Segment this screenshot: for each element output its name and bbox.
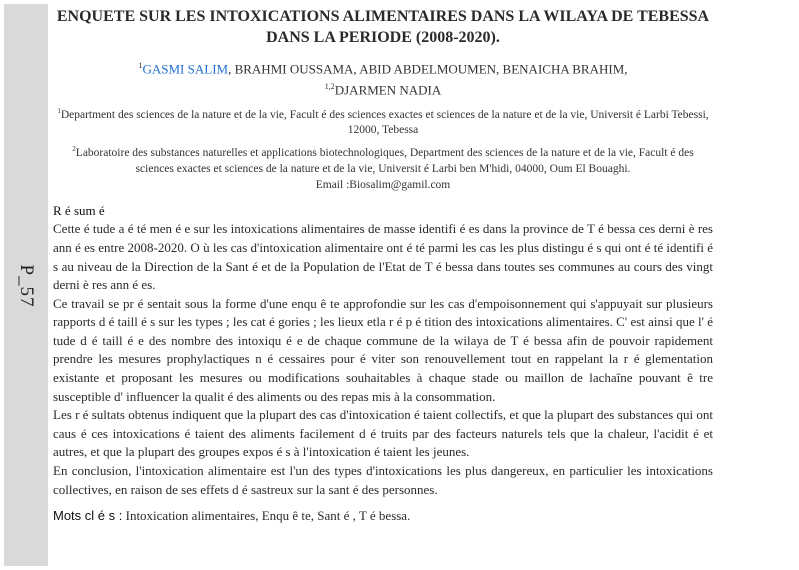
keywords bbox=[53, 508, 713, 524]
affiliation-2-sup: 2 bbox=[72, 145, 76, 154]
affiliation-1 bbox=[53, 103, 713, 139]
affiliation-1-sup: 1 bbox=[57, 106, 61, 115]
abstract-paragraph-3: Les r é sultats obtenus indiquent que la plupart des cas d'intoxication é taient collectifs, et que la plupart des substances qui ont caus é ces intoxications é taient des aliments facilement d é truits par des facteurs naturels tels que la chaleur, l'acidit é et autres, et que la plupart des groupes expos é s à l'intoxication é taient les jeunes. bbox=[53, 407, 713, 460]
author-list bbox=[53, 57, 713, 100]
author-affil-sup: 1 bbox=[138, 61, 143, 70]
paper-title: ENQUETE SUR LES INTOXICATIONS ALIMENTAIRES DANS LA WILAYA DE TEBESSA DANS LA PERIODE (2008-2020). bbox=[56, 8, 710, 46]
affiliation-1-text: Department des sciences de la nature et de la vie, Facult é des sciences exactes et sciences de la nature et de la vie, Universit é Larbi Tebessi, 12000, Tebessa bbox=[60, 108, 709, 137]
contact-email: Email :Biosalim@gamil.com bbox=[315, 179, 451, 192]
author-line-1: , BRAHMI OUSSAMA, ABID ABDELMOUMEN, BENAICHA BRAHIM, bbox=[228, 61, 628, 77]
lead-author[interactable]: GASMI SALIM bbox=[142, 61, 229, 77]
page-label: P_57 bbox=[16, 264, 37, 308]
abstract-paragraph-4: En conclusion, l'intoxication alimentaire est l'un des types d'intoxications les plus dangereux, en particulier les intoxications collectives, en raison de ses effets d é sastreux sur la sant é des personnes. bbox=[53, 463, 713, 497]
abstract-heading: R é sum é bbox=[53, 203, 105, 219]
author-affil-sup-2: 1,2 bbox=[324, 82, 335, 92]
abstract-paragraph-2: Ce travail se pr é sentait sous la forme d'une enqu ê te approfondie sur les cas d'empoisonnement qui s'appuyait sur plusieurs rapports d é taill é s sur les types ; les cat é gories ; les lieux etla r é p é tition des intoxications alimentaires. C' est ainsi que l' é tude d é taill é e des nombre des intoxiqu é e de chaque commune de la wilaya de T é bessa afin de pouvoir rapidement prendre les mesures prophylactiques n é cessaires pour é viter son renouvellement tout en rappelant la r é glementation existante et proposant les mesures ou modifications souhaitables à chaque stade ou maillon de lachaîne pouvant ê tre susceptible d' influencer la qualit é des aliments ou des repas mis à la consommation. bbox=[53, 295, 713, 404]
abstract-paragraph-1: Cette é tude a é té men é e sur les intoxications alimentaires de masse identifi é es dans la province de T é bessa ces derni è res ann é es entre 2008-2020. O ù les cas d'intoxication alimentaire ont é té parmi les cas les plus distingu é s qui ont é té identifi é s au niveau de la Direction de la Sant é et de la Population de l'Etat de T é bessa dans toutes ses communes au cours des vingt derni è res ann é es. bbox=[53, 221, 713, 293]
author-line-2: DJARMEN NADIA bbox=[334, 82, 442, 98]
affiliation-2-text: Laboratoire des substances naturelles et applications biotechnologiques, Department des sciences de la nature et de la vie, Facult é des sciences exactes et sciences de la nature et de la vie, Universit é Larbi ben M'hidi, 04000, Oum El Bouaghi. bbox=[75, 147, 694, 176]
paper-content bbox=[53, 6, 713, 524]
affiliation-2 bbox=[53, 141, 713, 177]
keywords-text: Intoxication alimentaires, Enqu ê te, Sant é , T é bessa. bbox=[122, 508, 411, 524]
keywords-label: Mots cl é s : bbox=[53, 508, 123, 524]
